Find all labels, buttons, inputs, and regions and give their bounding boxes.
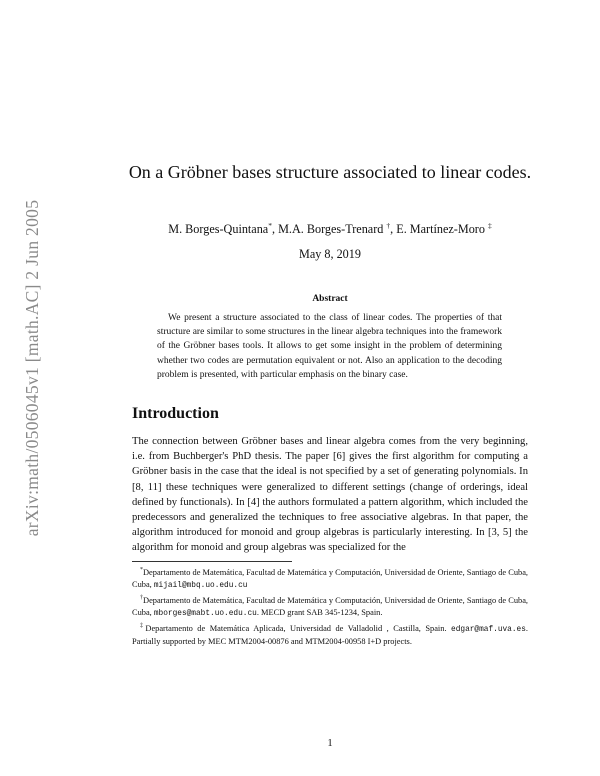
abstract-text: We present a structure associated to the class of linear codes. The properties of that structure are similar to some structures in the linear algebra techniques into the framework of the Gröbner bases tools. It allows to get some insight in the problem of determining whether two codes are permutation equivalent or not. Also an application to the decoding problem is presented, with particular emphasis on the binary case. [157, 313, 502, 380]
author-1: M. Borges-Quintana [168, 222, 269, 237]
footnotes [132, 564, 528, 649]
footnote-text: Departamento de Matemática Aplicada, Universidad de Valladolid , Castilla, Spain. [145, 624, 452, 634]
arxiv-stamp-text: arXiv:math/0506045v1 [math.AC] 2 Jun 2005 [22, 199, 42, 537]
author-line [100, 221, 560, 237]
paper-title: On a Gröbner bases structure associated to linear codes. [128, 162, 532, 182]
author-2: , M.A. Borges-Trenard [271, 222, 384, 237]
footnote [132, 564, 528, 592]
footnote-mark: ‡ [140, 623, 146, 630]
footnote-text-tail: . Partially supported by MEC MTM2004-00876 and MTM2004-00958 I+D projects. [132, 624, 528, 647]
author-1-footnote-mark: * [268, 221, 272, 230]
abstract-heading: Abstract [312, 294, 348, 304]
author-3-footnote-mark: ‡ [487, 221, 492, 230]
introduction-paragraph: The connection between Gröbner bases and linear algebra comes from the very beginning, i.e. from Buchberger's PhD thesis. The paper [6] gives the first algorithm for computing a Gröbner basis in the case that the ideal is not specified by a set of generating polynomials. In [8, 11] these techniques were generalized to different settings (change of orderings, ideal defined by functionals). In [4] the authors formulated a pattern algorithm, which included the predecessors and generalized the techniques to free associative algebras. In that paper, the algorithm introduced for monoid and group algebras is particularly interesting. In [3, 5] the algorithm for monoid and group algebras was specialized for the [132, 436, 528, 554]
footnote [132, 592, 528, 620]
footnote-text-tail: . MECD grant SAB 345-1234, Spain. [256, 608, 383, 618]
author-3: , E. Martínez-Moro [390, 222, 485, 237]
footnote-email: mijail@mbq.uo.edu.cu [153, 582, 248, 590]
author-2-footnote-mark: † [386, 221, 391, 230]
section-heading-introduction: Introduction [132, 405, 219, 422]
footnote-mark: † [140, 595, 144, 602]
footnote-mark: * [140, 567, 143, 573]
footnote-email: mborges@mabt.uo.edu.cu [153, 610, 257, 619]
arxiv-identifier-stamp [18, 168, 46, 568]
page-number: 1 [327, 738, 333, 749]
footnote [132, 620, 528, 648]
paper-date: May 8, 2019 [299, 247, 361, 261]
footnote-text: Departamento de Matemática, Facultad de Matemática y Computación, Universidad de Oriente, Santiago de Cuba, Cuba, [132, 596, 529, 618]
footnote-email: edgar@maf.uva.es [451, 626, 526, 635]
footnote-text: Departamento de Matemática, Facultad de Matemática y Computación, Universidad de Oriente, Santiago de Cuba, Cuba, [132, 567, 528, 589]
footnote-divider [132, 561, 292, 562]
